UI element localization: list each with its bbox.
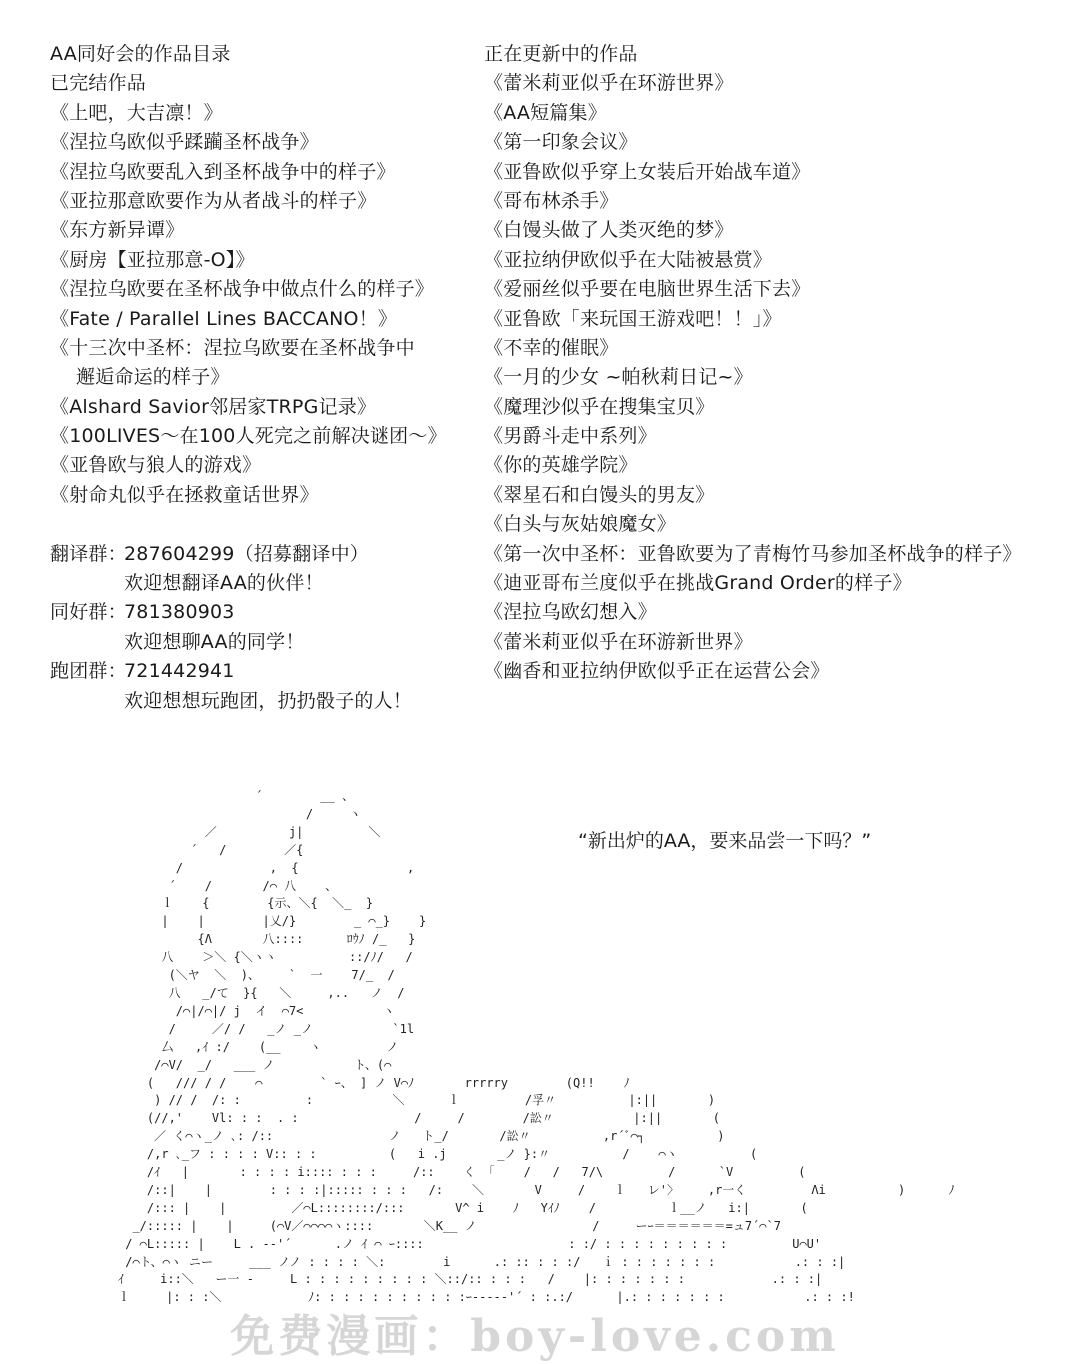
watermark: 免费漫画：boy-love.com bbox=[230, 1311, 840, 1362]
completed-heading: 已完结作品 bbox=[50, 72, 147, 95]
list-item: 《白馒头做了人类灭绝的梦》 bbox=[484, 219, 734, 242]
list-item: 《迪亚哥布兰度似乎在挑战Grand Order的样子》 bbox=[484, 572, 912, 595]
list-item-continuation: 邂逅命运的样子》 bbox=[76, 366, 230, 389]
ascii-art-illustration bbox=[118, 788, 955, 1308]
list-item: 《亚拉那意欧要作为从者战斗的样子》 bbox=[50, 189, 377, 212]
list-item: 《第一次中圣杯：亚鲁欧要为了青梅竹马参加圣杯战争的样子》 bbox=[484, 542, 1022, 565]
group-number: 721442941 bbox=[124, 660, 235, 683]
group-number: 287604299（招募翻译中） bbox=[124, 542, 369, 565]
ongoing-list bbox=[484, 69, 1044, 686]
catalog-heading: AA同好会的作品目录 bbox=[50, 43, 231, 65]
group-note: 欢迎想聊AA的同学！ bbox=[124, 630, 305, 653]
group-note: 欢迎想翻译AA的伙伴！ bbox=[124, 572, 324, 595]
trpg-group bbox=[50, 657, 460, 686]
list-item: 《亚鲁欧与狼人的游戏》 bbox=[50, 454, 262, 477]
list-item: 《你的英雄学院》 bbox=[484, 454, 638, 477]
list-item: 《十三次中圣杯：涅拉乌欧要在圣杯战争中 bbox=[50, 336, 415, 359]
list-item: 《哥布林杀手》 bbox=[484, 189, 619, 212]
list-item: 《白头与灰姑娘魔女》 bbox=[484, 513, 677, 536]
list-item: 《上吧，大吉凛！》 bbox=[50, 101, 223, 124]
list-item: 《男爵斗走中系列》 bbox=[484, 425, 657, 448]
list-item: 《亚拉纳伊欧似乎在大陆被悬赏》 bbox=[484, 248, 773, 271]
list-item: 《Fate / Parallel Lines BACCANO！》 bbox=[50, 307, 398, 330]
list-item: 《AA短篇集》 bbox=[484, 101, 607, 124]
left-column bbox=[50, 40, 460, 716]
list-item: 《射命丸似乎在拯救童话世界》 bbox=[50, 483, 319, 506]
list-item: 《爱丽丝似乎要在电脑世界生活下去》 bbox=[484, 278, 811, 301]
right-column bbox=[484, 40, 1044, 687]
group-info bbox=[50, 540, 460, 716]
list-item: 《涅拉乌欧要乱入到圣杯战争中的样子》 bbox=[50, 160, 396, 183]
list-item: 《Alshard Savior邻居家TRPG记录》 bbox=[50, 395, 377, 418]
list-item: 《东方新异谭》 bbox=[50, 219, 185, 242]
fan-group bbox=[50, 598, 460, 627]
group-label: 同好群： bbox=[50, 601, 127, 624]
translation-group bbox=[50, 540, 460, 569]
list-item: 《第一印象会议》 bbox=[484, 131, 638, 154]
list-item: 《亚鲁欧似乎穿上女装后开始战车道》 bbox=[484, 160, 811, 183]
list-item: 《亚鲁欧「来玩国王游戏吧！！」》 bbox=[484, 307, 782, 330]
list-item: 《厨房【亚拉那意-O】》 bbox=[50, 248, 255, 271]
speech-quote: “新出炉的AA，要来品尝一下吗？” bbox=[578, 830, 872, 852]
list-item: 《蕾米莉亚似乎在环游世界》 bbox=[484, 72, 734, 95]
list-item: 《幽香和亚拉纳伊欧似乎正在运营公会》 bbox=[484, 660, 830, 683]
group-label: 翻译群： bbox=[50, 542, 127, 565]
list-item: 《一月的少女 ~帕秋莉日记~》 bbox=[484, 366, 753, 389]
list-item: 《不幸的催眠》 bbox=[484, 336, 619, 359]
ongoing-heading: 正在更新中的作品 bbox=[484, 43, 638, 65]
list-item: 《涅拉乌欧幻想入》 bbox=[484, 601, 657, 624]
ascii-art: ´ __ 、 / ヽ ／ j| ＼ ´ / ／{ / , { , ´ / /⌒ 八 、 ｌ { {示、＼{ ＼_ } | | |乂/} _ ⌒_} } {Λ 八:::: ﾛｳﾉ /_ } 八 ＞＼ {＼ヽヽ ::/ﾉ/ / (＼ヤ ＼ )、 ` 一 7/_ / 八 _/て }{ ＼ ,.. ノ / /⌒|/⌒|/ j イ ⌒7< ヽ / ／/ / _ノ _ノ `1l 厶 ,ｲ :/ (__ ヽ ノ /⌒V/ _/ ___ ノ ト、(⌒ ( /// / / ⌒ ` ｰ、 ] ノ V⌒ﾉ rrrrry (Q!! ﾉ ) // / /: : : ＼ ｌ /孚〃 |:|| ) (//,' Vl: : : . : / / /訟〃 |:|| ( ／ く⌒ヽ_ノ ､: /:: ノ ト_/ /訟〃 ,r´ﾞ⌒┐ ) /,r ､_フ : : : : V:: : : ( i .j _ノ }:〃 / ⌒ヽ ( /ｲ | : : : : i:::: : : : /:: く 「 / / 7/\ / `V ( /::| | : : : :|::::: : : : /: ＼ V / ｌ レ'〉 ,r一く Λi ) ﾉ /::: | | ／⌒L::::::::/::: V^ i ﾉ Yｲﾉ / ｌ__ノ i:| ( _/::::: | | (⌒V／⌒⌒⌒⌒ヽ:::: ＼K__ ノ / ーｰ＝＝＝＝＝＝=ュ7´⌒`7 / ⌒L::::: | L . -‐'´ .ノ ｲ ⌒ ｰ:::: : :/ : : : : : : : : : U⌒U' /⌒ト、⌒ヽ ニー ___ ノノ : : : : ＼: i .: :: : : :/ ｉ : : : : : : : .: : :| ｲ i::＼ ー一 - L : : : : : : : : : ＼::/:: : : : / |: : : : : : : .: : :| ｌ |: : :＼ ﾉ: : : : : : : : : : :ｰ‐‐‐‐‐'´ : :.:/ |.: : : : : : : .: : :! bbox=[118, 789, 955, 1305]
group-label: 跑团群： bbox=[50, 660, 127, 683]
list-item: 《魔理沙似乎在搜集宝贝》 bbox=[484, 395, 715, 418]
list-item: 《涅拉乌欧似乎蹂躏圣杯战争》 bbox=[50, 131, 319, 154]
list-item: 《100LIVES～在100人死完之前解决谜团～》 bbox=[50, 425, 447, 448]
spacer bbox=[50, 510, 460, 539]
list-item: 《涅拉乌欧要在圣杯战争中做点什么的样子》 bbox=[50, 278, 435, 301]
list-item: 《翠星石和白馒头的男友》 bbox=[484, 483, 715, 506]
completed-list bbox=[50, 99, 460, 510]
group-note: 欢迎想想玩跑团，扔扔骰子的人！ bbox=[124, 689, 413, 712]
group-number: 781380903 bbox=[124, 601, 235, 624]
list-item: 《蕾米莉亚似乎在环游新世界》 bbox=[484, 630, 753, 653]
